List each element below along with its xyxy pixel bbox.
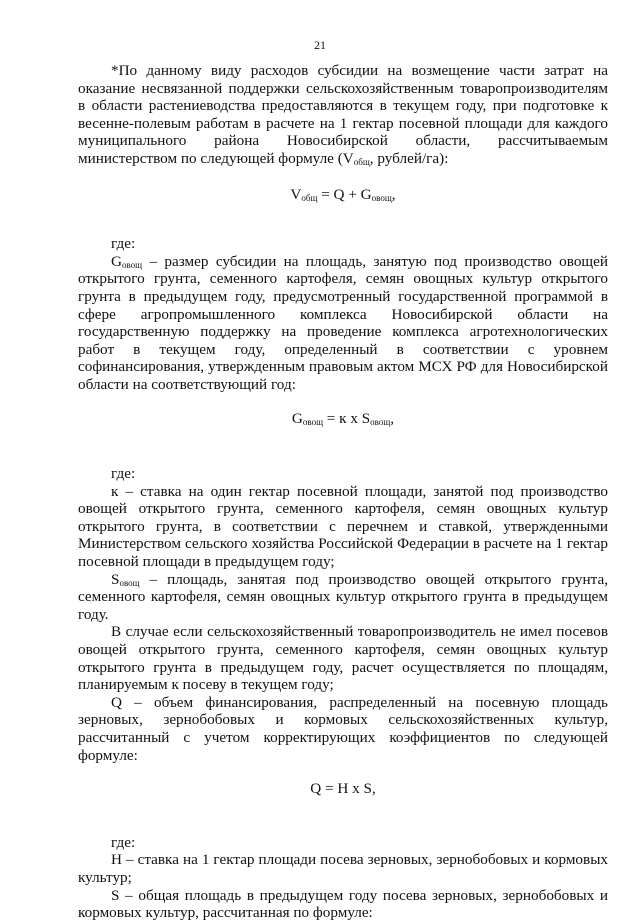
formula-v-tail: , (391, 185, 396, 203)
formula-v-sub: общ (301, 192, 318, 203)
formula-g-mid: = к х S (323, 409, 371, 427)
definition-k: к – ставка на один гектар посевной площади, занятой под производство овощей открытого грунта, семенного картофеля, семян овощных культур открытого грунта, в соответствии с перечнем и ставкой, утвержденными Министерством сельского хозяйства Российской Федерации в расчете на 1 гектар посевной площади в предыдущем году; (78, 482, 608, 571)
definition-g-ovoshch (78, 253, 608, 394)
g-definition-text: – размер субсидии на площадь, занятую под производство овощей открытого грунта, семенного картофеля, семян овощных культур открытого грунта в предыдущем году, предусмотренный государственной программой в сфере агропромышленного комплекса Новосибирской области на государственную поддержку на проведение комплекса агротехнологических работ в текущем году, определенный в соответствии с уровнем софинансирования, утвержденным правовым актом МСХ РФ для Новосибирской области на соответствующий год: (78, 252, 608, 393)
g-sub: овощ (121, 259, 143, 270)
formula-g-rhs-sub: овощ (370, 416, 391, 427)
intro-tail: , рублей/га): (369, 149, 449, 167)
paragraph-subsidy-intro (78, 62, 608, 168)
formula-v-symbol: V (290, 185, 302, 203)
definition-s-total: S – общая площадь в предыдущем году посева зерновых, зернобобовых и кормовых культур, рассчитанная по формуле: (78, 886, 608, 922)
formula-v-mid: = Q + G (317, 185, 372, 203)
formula-v-rhs-sub: овощ (371, 192, 392, 203)
formula-g-symbol: G (291, 409, 303, 427)
where-label-2: где: (111, 465, 136, 483)
definition-q: Q – объем финансирования, распределенный на посевную площадь зерновых, зернобобовых и кормовых сельскохозяйственных культур, рассчитанный с учетом корректирующих коэффициентов по следующей формуле: (78, 693, 608, 764)
formula-v-total (78, 186, 608, 204)
document-body (78, 62, 608, 922)
where-label-3: где: (111, 833, 136, 851)
s-sub: овощ (119, 577, 140, 588)
formula-q: Q = H x S, (310, 780, 376, 798)
formula-g-tail: , (390, 409, 395, 427)
intro-text: *По данному виду расходов субсидии на возмещение части затрат на оказание несвязанной поддержки сельскохозяйственным товаропроизводителям в области растениеводства предоставляются в текущем году, при подготовке к весенне-полевым работам в расчете на 1 гектар посевной площади для каждого муниципального района Новосибирской области, рассчитываемым министерством по следующей формуле (V (78, 62, 608, 167)
s-definition-text: – площадь, занятая под производство овощей открытого грунта, семенного картофеля, семян овощных культур открытого грунта в предыдущем году. (78, 570, 608, 623)
page-number: 21 (314, 38, 326, 52)
formula-g-sub: овощ (302, 416, 323, 427)
definition-h: H – ставка на 1 гектар площади посева зерновых, зернобобовых и кормовых культур; (78, 851, 608, 886)
formula-g-ovoshch (78, 410, 608, 428)
definition-s-ovoshch (78, 571, 608, 624)
intro-sub: общ (353, 156, 370, 167)
where-label-1: где: (111, 235, 136, 253)
g-symbol: G (111, 252, 122, 270)
s-symbol: S (111, 570, 120, 588)
paragraph-case-no-crops: В случае если сельскохозяйственный товаропроизводитель не имел посевов овощей открытого грунта, семенного картофеля, семян овощных культур открытого грунта в предыдущем году, расчет осуществляется по площадям, планируемым к посеву в текущем году; (78, 623, 608, 694)
